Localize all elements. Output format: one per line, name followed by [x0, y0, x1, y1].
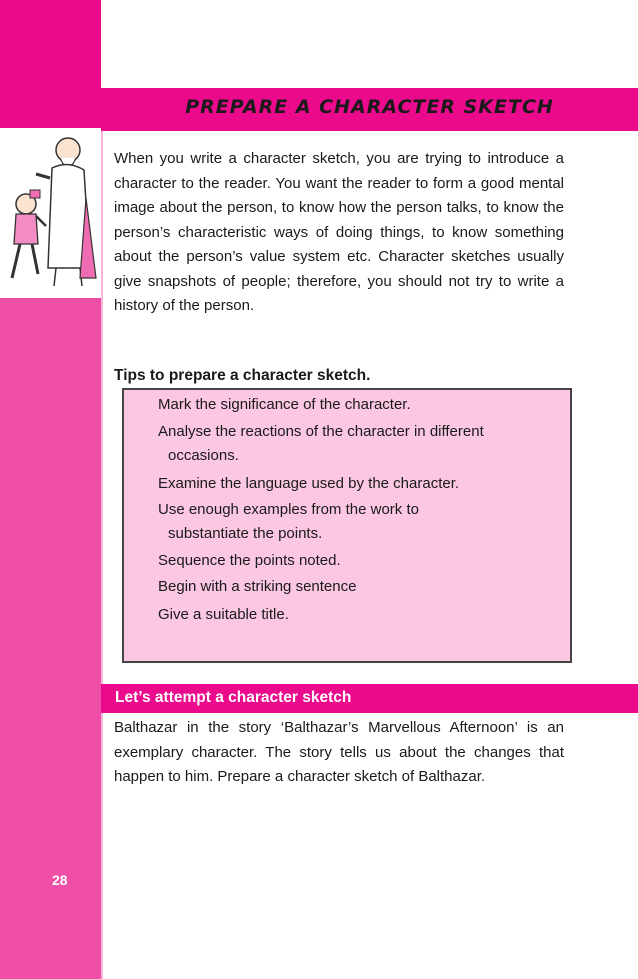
- tips-heading: Tips to prepare a character sketch.: [114, 367, 371, 384]
- characters-illustration: [0, 128, 101, 298]
- tip-item: [158, 603, 558, 627]
- tip-item: [158, 420, 558, 468]
- header-white-area: [101, 0, 638, 88]
- left-margin-divider: [101, 131, 103, 979]
- section-header-bar: [101, 684, 638, 713]
- page-title: PREPARE A CHARACTER SKETCH: [185, 96, 554, 118]
- tip-text-continued: substantiate the points.: [168, 525, 323, 542]
- tip-item: [158, 393, 558, 417]
- tip-item: [158, 472, 558, 496]
- intro-paragraph: When you write a character sketch, you are trying to introduce a character to the reader. You want the reader to form a good mental image about the person, to know how the person talks, to know the person’s characteristic ways of doing things, to know something about the person’s value system etc. Character sketches usually give snapshots of people; therefore, you should not try to write a history of the person.: [114, 150, 564, 314]
- tip-text: Sequence the points noted.: [158, 552, 341, 569]
- page-number: 28: [52, 872, 68, 888]
- tip-text: Use enough examples from the work to: [158, 501, 419, 518]
- tip-item: [158, 498, 558, 546]
- tip-item: [158, 575, 558, 599]
- tip-text: Begin with a striking sentence: [158, 578, 357, 595]
- tip-text: Analyse the reactions of the character in different: [158, 423, 484, 440]
- characters-illustration-svg: [0, 128, 101, 298]
- section-title: Let’s attempt a character sketch: [115, 689, 352, 706]
- tip-text: Mark the significance of the character.: [158, 396, 411, 413]
- section-paragraph: Balthazar in the story ‘Balthazar’s Marvellous Afternoon’ is an exemplary character. The story tells us about the changes that happen to him. Prepare a character sketch of Balthazar.: [114, 719, 564, 785]
- tip-item: [158, 549, 558, 573]
- tip-text: Give a suitable title.: [158, 606, 289, 623]
- tip-text-continued: occasions.: [168, 447, 239, 464]
- tip-text: Examine the language used by the character.: [158, 475, 460, 492]
